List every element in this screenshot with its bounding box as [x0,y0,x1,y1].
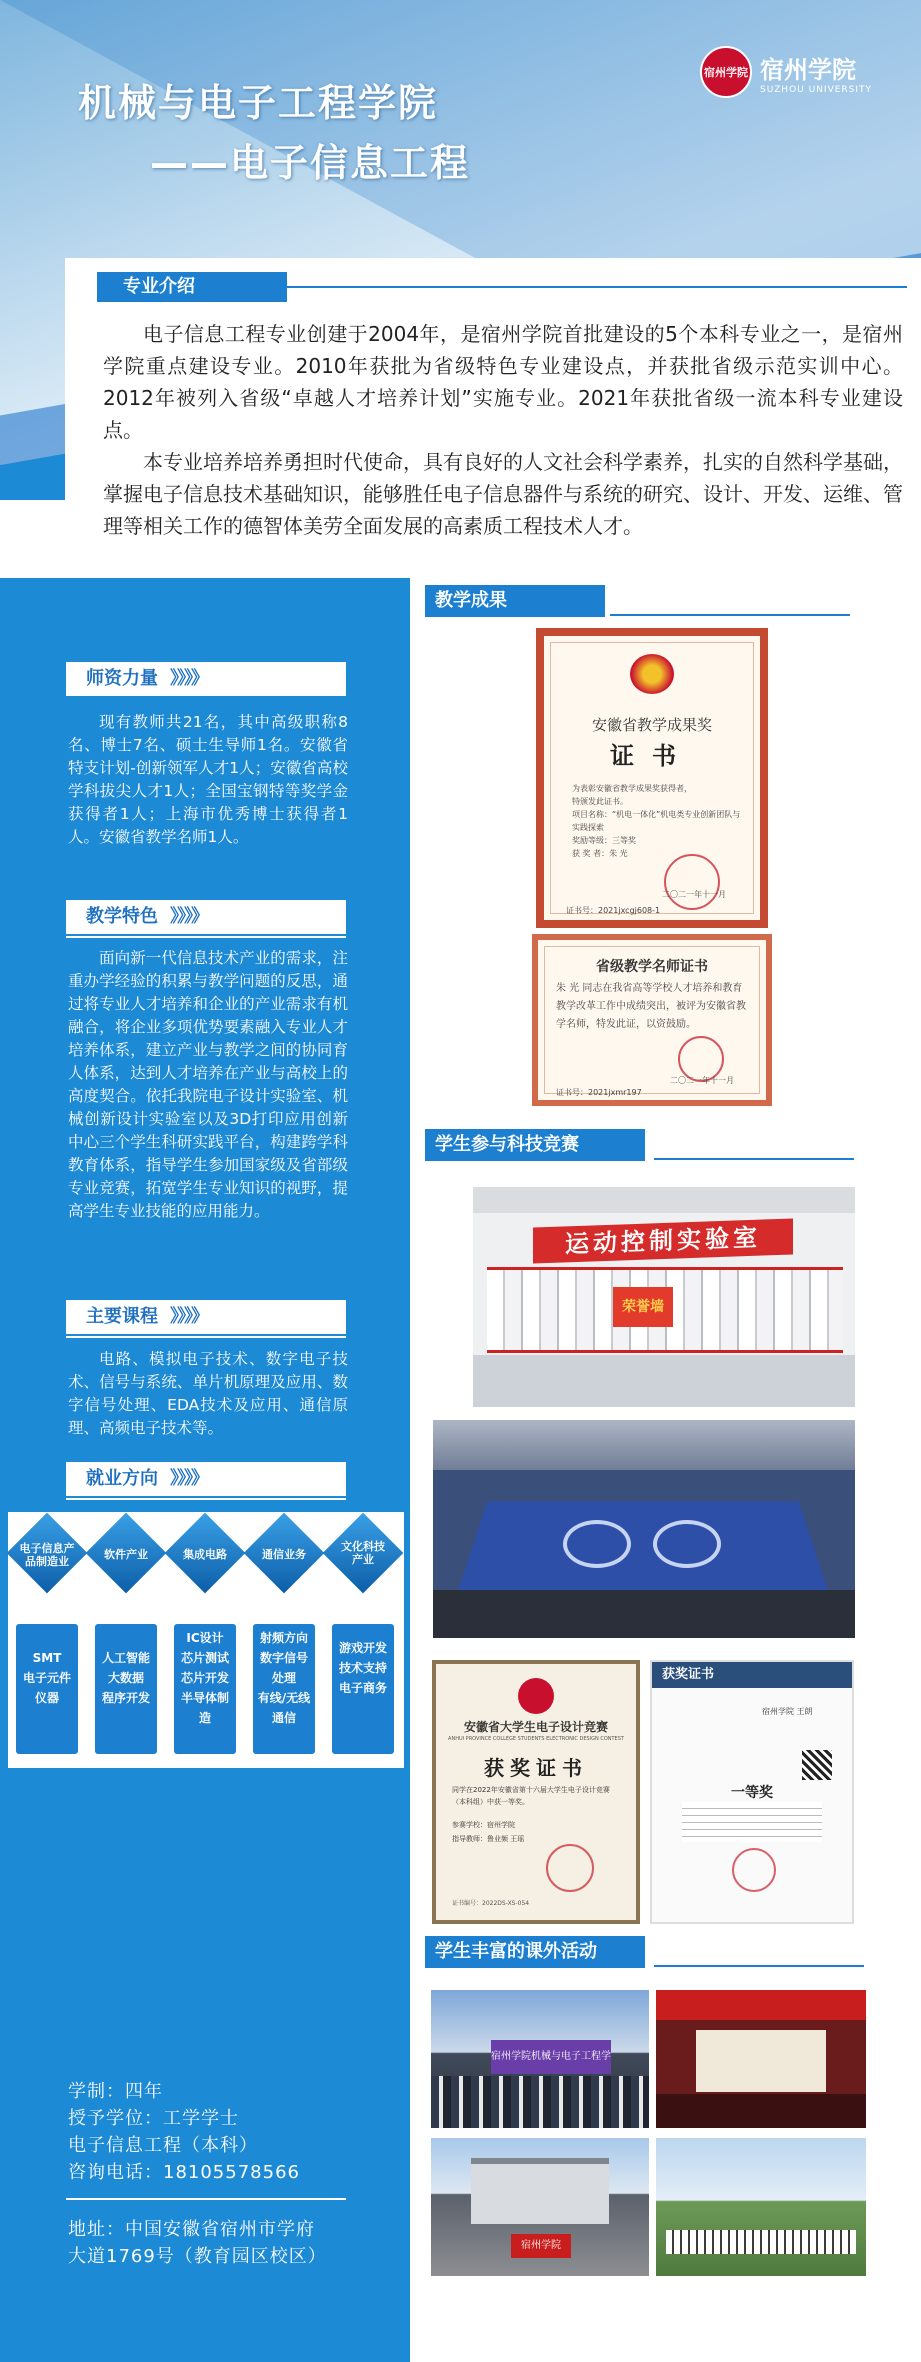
intro-section [65,258,921,578]
intro-text [103,318,903,542]
career-detail-card: 人工智能 大数据 程序开发 [95,1624,157,1754]
program-phone: 咨询电话：18105578566 [68,2162,300,2183]
activities-divider [654,1965,864,1967]
activities-heading: 学生丰富的课外活动 [425,1936,645,1968]
competitions-divider [654,1158,854,1160]
contest-certificate-photo: 安徽省大学生电子设计竞赛 ANHUI PROVINCE COLLEGE STUDENTS ELECTRONIC DESIGN CONTEST 获奖证书 同学在2022年安徽省第十六届大学生电子设计竞赛（本科组）中获一等奖。 参赛学校：宿州学院 指导教师：鲁业频 王瑶 证书编号：2022DS-XS-054 [432,1660,640,1924]
info-divider [66,2198,346,2200]
careers-heading: 就业方向 》》》》 [66,1462,346,1496]
faculty-text: 现有教师共21名，其中高级职称8名、博士7名、硕士生导师1名。安徽省特支计划-创新领军人才1人；安徽省高校学科拔尖人才1人；全国宝钢特等奖学金获得者1人；上海市优秀博士获得者1人。安徽省教学名师1人。 [68,713,348,846]
program-address: 地址：中国安徽省宿州市学府 大道1769号（教育园区校区） [68,2219,327,2267]
courses-text: 电路、模拟电子技术、数字电子技术、信号与系统、单片机原理及应用、数字信号处理、EDA技术及应用、通信原理、高频电子技术等。 [68,1350,348,1437]
career-category: 集成电路 [183,1548,227,1561]
activity-photo-stage [656,1990,866,2128]
honor-wall: 荣誉墙 [613,1287,673,1327]
official-stamp-icon [664,854,720,910]
national-emblem-icon [630,654,674,694]
program-degree: 授予学位：工学学士 [68,2108,239,2129]
logo-name-cn: 宿州学院 [760,55,856,84]
arrows-icon: 》》》》 [170,668,207,689]
courses-divider [66,1336,346,1338]
career-detail-card: 射频方向 数字信号 处理 有线/无线 通信 [253,1624,315,1754]
qr-code-icon [802,1750,832,1780]
career-category: 软件产业 [104,1548,148,1561]
teaching-award-certificate: 安徽省教学成果奖 证书 为表彰安徽省教学成果奖获得者， 特颁发此证书。 项目名称：“机电一体化”机电类专业创新团队与 实践探索 奖励等级：三等奖 获 奖 者：朱 光 二〇二一年十一月 证书号：2021jxcgj608-1 [536,628,768,928]
courses-heading: 主要课程 》》》》 [66,1300,346,1334]
arrows-icon: 》》》》 [170,1468,207,1489]
career-category: 电子信息产 品制造业 [19,1542,75,1568]
faculty-heading: 师资力量 》》》》 [66,662,346,696]
logo-name-en: SUZHOU UNIVERSITY [760,84,873,95]
intro-paragraph-2: 本专业培养培养勇担时代使命，具有良好的人文社会科学素养，扎实的自然科学基础，掌握电子信息技术基础知识，能够胜任电子信息器件与系统的研究、设计、开发、运维、管理等相关工作的德智体美劳全面发展的高素质工程技术人才。 [103,450,903,538]
career-detail-card: 游戏开发 技术支持 电子商务 [332,1624,394,1754]
teaching-master-certificate: 省级教学名师证书 朱 光 同志在我省高等学校人才培养和教育教学改革工作中成绩突出，被评为安徽省教学名师，特发此证，以资鼓励。 二〇二一年十一月 证书号：2021jxmr197 [532,934,772,1106]
competition-venue-photo [433,1420,855,1638]
career-detail-card: SMT 电子元件 仪器 [16,1624,78,1754]
features-heading: 教学特色 》》》》 [66,900,346,934]
arrows-icon: 》》》》 [170,906,207,927]
arrows-icon: 》》》》 [170,1306,207,1327]
achievements-divider [610,614,850,616]
program-info [68,2078,300,2186]
competitions-heading: 学生参与科技竞赛 [425,1129,645,1161]
intro-divider [287,286,907,288]
activity-photo-outdoor [656,2138,866,2276]
intro-paragraph-1: 电子信息工程专业创建于2004年，是宿州学院首批建设的5个本科专业之一，是宿州学院重点建设专业。2010年获批为省级特色专业建设点，并获批省级示范实训中心。2012年被列入省级“卓越人才培养计划”实施专业。2021年获批省级一流本科专业建设点。 [103,322,903,442]
careers-divider [66,1498,346,1500]
career-detail-card: IC设计 芯片测试 芯片开发 半导体制 造 [174,1624,236,1754]
lab-sign: 运动控制实验室 [533,1218,793,1263]
activity-photo-group: 宿州学院机械与电子工程学 [431,1990,649,2128]
careers-grid [8,1512,404,1768]
program-duration: 学制：四年 [68,2081,163,2102]
lab-photo [473,1187,855,1407]
features-divider [66,936,346,938]
page-subtitle: ——电子信息工程 [150,141,471,185]
career-category: 文化科技 产业 [341,1540,385,1566]
program-major: 电子信息工程（本科） [68,2135,258,2156]
activity-photo-building: 宿州学院 [431,2138,649,2276]
page-title: 机械与电子工程学院 [78,81,439,125]
award-certificate-photo: 获奖证书 宿州学院 王朗 一等奖 [650,1660,854,1924]
university-seal-icon: 宿州学院 [700,46,752,98]
career-category: 通信业务 [262,1548,306,1561]
intro-heading: 专业介绍 [97,272,287,302]
left-column [0,578,410,2362]
achievements-heading: 教学成果 [425,585,605,617]
university-logo [700,44,900,100]
features-text: 面向新一代信息技术产业的需求，注重办学经验的积累与教学问题的反思，通过将专业人才培养和企业的产业需求有机融合，将企业多项优势要素融入专业人才培养体系，建立产业与教学之间的协同育人体系，达到人才培养在产业与高校上的高度契合。依托我院电子设计实验室、机械创新设计实验室以及3D打印应用创新中心三个学生科研实践平台，构建跨学科教育体系，指导学生参加国家级及省部级专业竞赛，拓宽学生专业知识的视野，提高学生专业技能的应用能力。 [68,949,348,1220]
